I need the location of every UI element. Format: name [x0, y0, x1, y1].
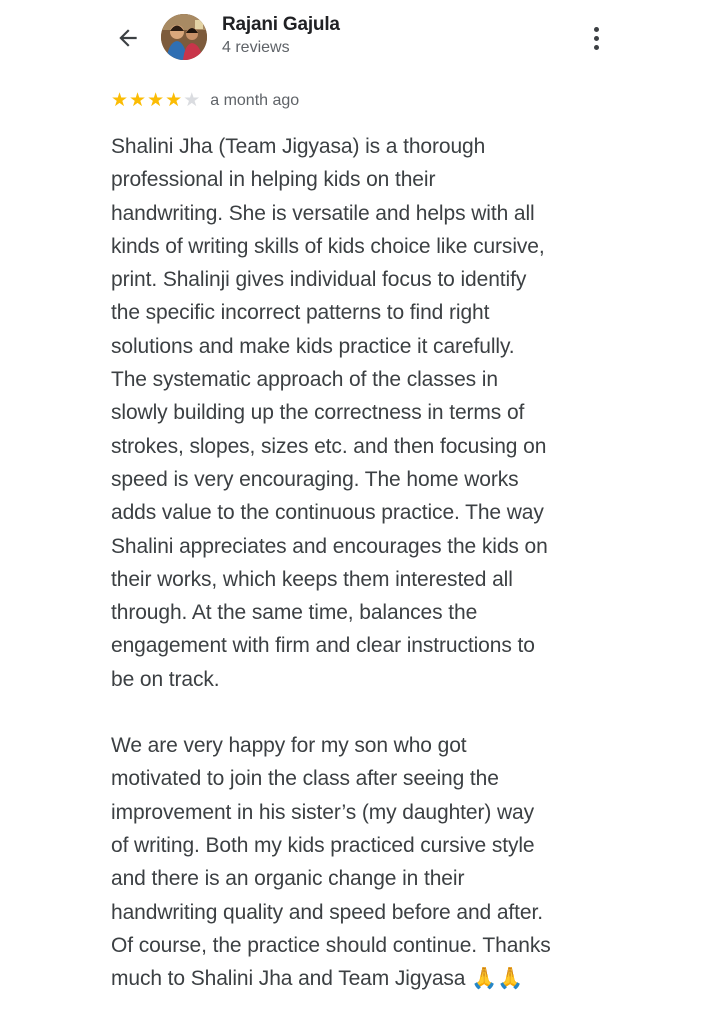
star-icon: ★ [165, 90, 183, 111]
more-vert-icon [594, 27, 599, 32]
reviewer-name[interactable]: Rajani Gajula [222, 14, 340, 35]
avatar-photo [161, 14, 207, 60]
reviewer-info[interactable] [222, 14, 340, 58]
star-icon: ★ [111, 90, 129, 111]
star-rating [111, 90, 200, 112]
more-options-button[interactable] [584, 20, 608, 56]
review-meta [111, 90, 299, 112]
star-icon: ★ [129, 90, 147, 111]
star-icon: ★ [183, 90, 201, 111]
review-paragraph-1: Shalini Jha (Team Jigyasa) is a thorough professional in helping kids on their handwriting. She is versatile and helps with all kinds of writing skills of kids choice like cursive, print. Shalinji gives individual focus to identify the specific incorrect patterns to find right solutions and make kids practice it carefully. The systematic approach of the classes in slowly building up the correctness in terms of strokes, slopes, sizes etc. and then focusing on speed is very encouraging. The home works adds value to the continuous practice. The way Shalini appreciates and encourages the kids on their works, which keeps them interested all through. At the same time, balances the engagement with firm and clear instructions to be on track. [111, 135, 548, 691]
avatar[interactable] [161, 14, 207, 60]
back-arrow-icon [115, 25, 141, 51]
review-paragraph-2: We are very happy for my son who got motivated to join the class after seeing the improvement in his sister’s (my daughter) way of writing. Both my kids practiced cursive style and there is an organic change in their handwriting quality and speed before and after. Of course, the practice should continue. Thanks much to Shalini Jha and Team Jigyasa 🙏🙏 [111, 734, 551, 991]
review-date: a month ago [210, 92, 300, 109]
back-button[interactable] [112, 22, 144, 54]
review-count: 4 reviews [222, 39, 290, 56]
review-header [0, 0, 724, 75]
review-text [111, 130, 631, 995]
star-icon: ★ [147, 90, 165, 111]
